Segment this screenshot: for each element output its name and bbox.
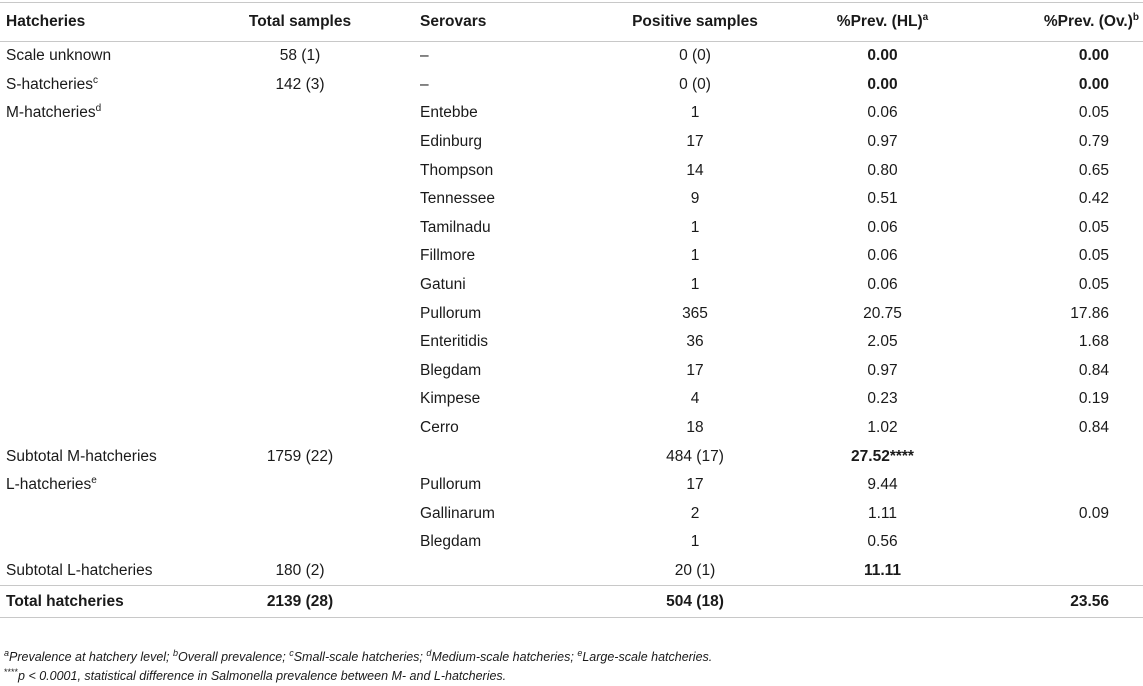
header-row bbox=[0, 3, 1143, 42]
total-samples-cell bbox=[200, 271, 400, 300]
serovar-cell bbox=[400, 557, 595, 586]
hatchery-cell: Subtotal M-hatcheries bbox=[6, 447, 157, 465]
table-row bbox=[0, 99, 1143, 128]
positive-samples-cell: 14 bbox=[686, 161, 704, 179]
table-row bbox=[0, 71, 1143, 100]
table-row bbox=[0, 442, 1143, 471]
hatchery-cell bbox=[0, 128, 200, 157]
prev-hl-cell: 20.75 bbox=[863, 304, 902, 322]
total-samples-cell bbox=[200, 385, 400, 414]
positive-samples-cell: 1 bbox=[690, 218, 700, 236]
table-body bbox=[0, 42, 1143, 586]
positive-samples-cell: 18 bbox=[686, 419, 704, 437]
serovar-cell: Pullorum bbox=[420, 476, 482, 494]
header-positive-samples: Positive samples bbox=[595, 3, 795, 42]
positive-samples-cell: 36 bbox=[686, 333, 704, 351]
total-samples-cell: 1759 (22) bbox=[266, 447, 334, 465]
prev-hl-cell: 27.52**** bbox=[851, 447, 914, 465]
prev-hl-cell: 0.23 bbox=[867, 390, 898, 408]
prev-ov-cell: 0.84 bbox=[1078, 419, 1109, 437]
header-total-samples: Total samples bbox=[200, 3, 400, 42]
total-samples-cell bbox=[200, 299, 400, 328]
prev-hl-cell: 0.06 bbox=[867, 218, 898, 236]
footnote-line-1: $^a$Prevalence at hatchery level; $^b$Overall prevalence; $^c$Small-scale hatcheries; $^d$Medium-scale hatcheries; $^e$Large-scale hatcheries. bbox=[4, 647, 713, 664]
total-samples-cell: 142 (3) bbox=[275, 75, 325, 93]
prev-hl-cell: 0.00 bbox=[867, 47, 898, 65]
prev-ov-cell bbox=[970, 557, 1143, 586]
prev-ov-cell: 0.00 bbox=[1078, 47, 1109, 65]
prev-hl-cell: 0.97 bbox=[867, 361, 898, 379]
table-row bbox=[0, 271, 1143, 300]
prev-ov-cell bbox=[970, 528, 1143, 557]
prev-hl-cell: 0.06 bbox=[867, 104, 898, 122]
hatchery-cell: L-hatcheries$^e$ bbox=[6, 475, 97, 494]
hatchery-cell bbox=[0, 500, 200, 529]
positive-samples-cell: 20 (1) bbox=[674, 561, 716, 579]
prev-hl-cell: 0.51 bbox=[867, 190, 898, 208]
serovar-cell: Enteritidis bbox=[420, 333, 489, 351]
serovar-cell: Gatuni bbox=[420, 276, 466, 294]
hatchery-cell bbox=[0, 414, 200, 443]
prev-hl-cell: 0.97 bbox=[867, 133, 898, 151]
prev-hl-cell: 0.06 bbox=[867, 276, 898, 294]
total-samples-cell bbox=[200, 156, 400, 185]
total-row-positive: 504 (18) bbox=[595, 586, 795, 618]
prevalence-table bbox=[0, 2, 1143, 618]
serovar-cell: Thompson bbox=[420, 161, 494, 179]
table-row bbox=[0, 128, 1143, 157]
hatchery-cell: S-hatcheries$^c$ bbox=[6, 74, 99, 93]
serovar-cell: – bbox=[420, 75, 429, 93]
positive-samples-cell: 1 bbox=[690, 104, 700, 122]
hatchery-cell bbox=[0, 357, 200, 386]
serovar-cell: – bbox=[420, 47, 429, 65]
header-serovars: Serovars bbox=[400, 3, 595, 42]
prev-hl-cell: 11.11 bbox=[863, 561, 902, 579]
header-prev-ov: %Prev. $(Ov.)^b$ bbox=[970, 3, 1143, 42]
prev-hl-cell: 0.06 bbox=[867, 247, 898, 265]
table-row bbox=[0, 242, 1143, 271]
positive-samples-cell: 1 bbox=[690, 276, 700, 294]
positive-samples-cell: 17 bbox=[686, 476, 704, 494]
hatchery-cell bbox=[0, 385, 200, 414]
total-samples-cell bbox=[200, 471, 400, 500]
table-row bbox=[0, 357, 1143, 386]
hatchery-cell bbox=[0, 528, 200, 557]
serovar-cell: Edinburg bbox=[420, 133, 483, 151]
hatchery-cell bbox=[0, 328, 200, 357]
prev-ov-cell: 0.09 bbox=[1078, 504, 1109, 522]
positive-samples-cell: 4 bbox=[690, 390, 700, 408]
total-samples-cell bbox=[200, 99, 400, 128]
prev-ov-cell: 0.05 bbox=[1078, 276, 1109, 294]
prev-ov-cell bbox=[970, 471, 1143, 500]
total-row-prev-hl bbox=[795, 586, 970, 618]
total-samples-cell bbox=[200, 414, 400, 443]
positive-samples-cell: 1 bbox=[690, 533, 700, 551]
serovar-cell: Entebbe bbox=[420, 104, 478, 122]
table-row bbox=[0, 299, 1143, 328]
prev-ov-cell: 0.84 bbox=[1078, 361, 1109, 379]
positive-samples-cell: 2 bbox=[690, 504, 700, 522]
prev-ov-cell: 0.05 bbox=[1078, 247, 1109, 265]
hatchery-cell: Scale unknown bbox=[6, 47, 112, 65]
header-prev-hl: %Prev. (HL)$^a$ bbox=[795, 3, 970, 42]
serovar-cell: Blegdam bbox=[420, 361, 482, 379]
prev-ov-cell: 0.19 bbox=[1078, 390, 1109, 408]
positive-samples-cell: 365 bbox=[682, 304, 708, 322]
serovar-cell: Kimpese bbox=[420, 390, 481, 408]
prev-hl-cell: 1.02 bbox=[867, 419, 898, 437]
total-row bbox=[0, 586, 1143, 618]
prev-hl-cell: 9.44 bbox=[867, 476, 898, 494]
prev-ov-cell: 0.65 bbox=[1078, 161, 1109, 179]
prev-ov-cell: 1.68 bbox=[1078, 333, 1109, 351]
table-row bbox=[0, 500, 1143, 529]
prev-hl-cell: 1.11 bbox=[867, 504, 898, 522]
table-row bbox=[0, 42, 1143, 71]
total-samples-cell bbox=[200, 242, 400, 271]
prev-ov-cell: 0.05 bbox=[1078, 218, 1109, 236]
serovar-cell: Tennessee bbox=[420, 190, 495, 208]
total-samples-cell bbox=[200, 500, 400, 529]
table-row bbox=[0, 471, 1143, 500]
table-row bbox=[0, 414, 1143, 443]
total-samples-cell bbox=[200, 328, 400, 357]
total-samples-cell: 180 (2) bbox=[275, 561, 325, 579]
hatchery-cell bbox=[0, 271, 200, 300]
positive-samples-cell: 9 bbox=[690, 190, 700, 208]
total-samples-cell bbox=[200, 185, 400, 214]
total-samples-cell: 58 (1) bbox=[279, 47, 321, 65]
table-row bbox=[0, 557, 1143, 586]
positive-samples-cell: 0 (0) bbox=[679, 75, 711, 93]
hatchery-cell bbox=[0, 299, 200, 328]
prev-ov-cell: 0.42 bbox=[1078, 190, 1109, 208]
hatchery-cell bbox=[0, 242, 200, 271]
table-row bbox=[0, 185, 1143, 214]
table-row bbox=[0, 328, 1143, 357]
table-row bbox=[0, 385, 1143, 414]
serovar-cell: Pullorum bbox=[420, 304, 482, 322]
serovar-cell: Blegdam bbox=[420, 533, 482, 551]
header-hatcheries: Hatcheries bbox=[0, 3, 200, 42]
footnote-line-2: ****p < 0.0001, statistical difference in Salmonella prevalence between M- and L-hatcheries. bbox=[4, 666, 507, 683]
hatchery-cell: Subtotal L-hatcheries bbox=[6, 561, 153, 579]
positive-samples-cell: 1 bbox=[690, 247, 700, 265]
hatchery-cell bbox=[0, 156, 200, 185]
hatchery-cell bbox=[0, 214, 200, 243]
serovar-cell: Gallinarum bbox=[420, 504, 495, 522]
total-samples-cell bbox=[200, 128, 400, 157]
table-row bbox=[0, 156, 1143, 185]
serovar-cell: Cerro bbox=[420, 419, 459, 437]
total-samples-cell bbox=[200, 528, 400, 557]
total-row-label: Total hatcheries bbox=[0, 586, 200, 618]
prev-hl-cell: 0.00 bbox=[867, 75, 898, 93]
prev-ov-cell: 0.05 bbox=[1078, 104, 1109, 122]
positive-samples-cell: 0 (0) bbox=[679, 47, 711, 65]
total-row-prev-ov: 23.56 bbox=[970, 586, 1143, 618]
total-row-samples: 2139 (28) bbox=[200, 586, 400, 618]
prev-hl-cell: 0.56 bbox=[867, 533, 898, 551]
total-samples-cell bbox=[200, 357, 400, 386]
positive-samples-cell: 484 (17) bbox=[666, 447, 724, 465]
prev-hl-cell: 2.05 bbox=[867, 333, 898, 351]
positive-samples-cell: 17 bbox=[686, 361, 704, 379]
total-samples-cell bbox=[200, 214, 400, 243]
positive-samples-cell: 17 bbox=[686, 133, 704, 151]
prev-hl-cell: 0.80 bbox=[867, 161, 898, 179]
serovar-cell: Tamilnadu bbox=[420, 218, 491, 236]
hatchery-cell bbox=[0, 185, 200, 214]
table-row bbox=[0, 214, 1143, 243]
hatchery-cell: M-hatcheries$^d$ bbox=[6, 103, 102, 122]
prev-ov-cell bbox=[970, 442, 1143, 471]
serovar-cell bbox=[400, 442, 595, 471]
total-row-serovar bbox=[400, 586, 595, 618]
table-row bbox=[0, 528, 1143, 557]
table-footnotes bbox=[4, 648, 712, 686]
serovar-cell: Fillmore bbox=[420, 247, 476, 265]
prev-ov-cell: 0.79 bbox=[1078, 133, 1109, 151]
prev-ov-cell: 0.00 bbox=[1078, 75, 1109, 93]
prev-ov-cell: 17.86 bbox=[1070, 304, 1109, 322]
